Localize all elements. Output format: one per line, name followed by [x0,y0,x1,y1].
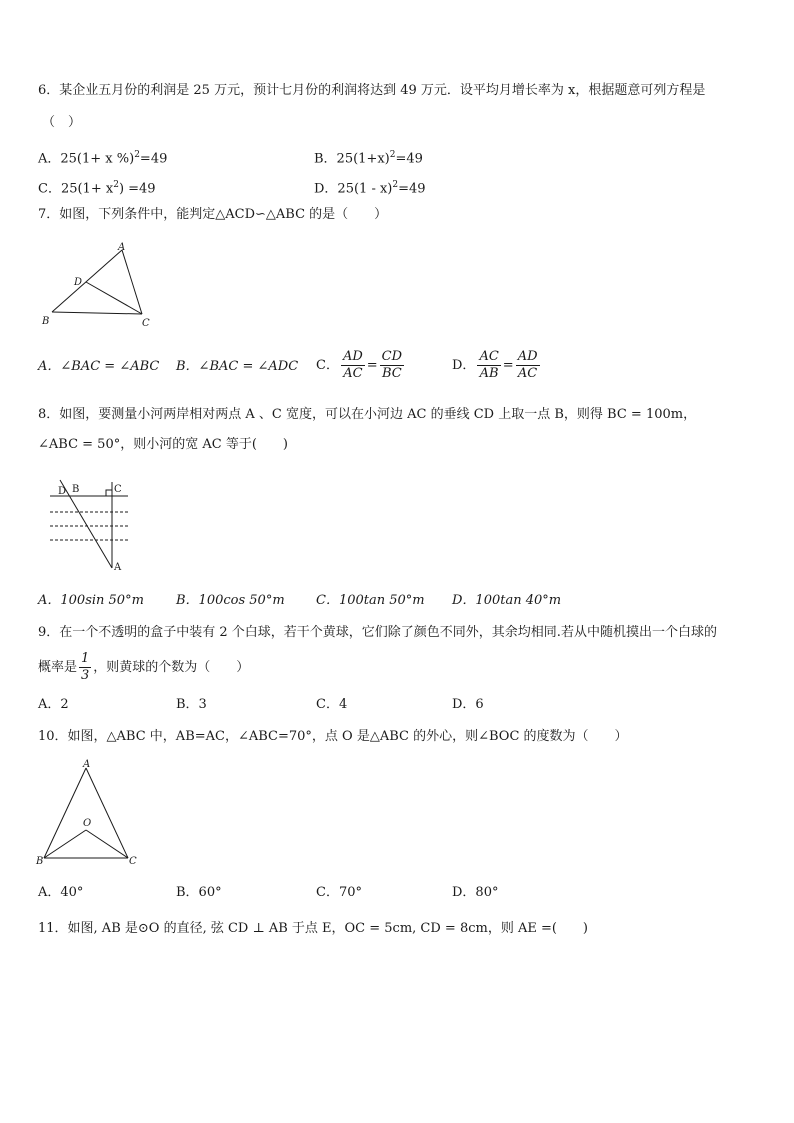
q7-label-a: A [118,242,126,253]
q6-paren: （ ） [42,115,82,130]
q8-stem-line2: ∠ABC = 50°，则小河的宽 AC 等于( ) [38,437,288,452]
q7-label-b: B [42,316,50,327]
q7-stem: 7．如图，下列条件中，能判定△ACD∽△ABC 的是（ ） [38,207,388,222]
q10-option-b: B．60° [176,885,222,900]
q7-option-b: B．∠BAC = ∠ADC [176,359,299,374]
q8-river-figure [44,478,144,574]
q7-label-c: C [142,318,150,329]
q7-option-a: A．∠BAC = ∠ABC [38,359,160,374]
q10-label-b: B [36,856,44,867]
q10-option-c: C．70° [316,885,362,900]
q6-option-b: B．$25(1+x)^2=49$ [314,150,423,167]
q10-stem: 10．如图，△ABC 中，AB=AC，∠ABC=70°，点 O 是△ABC 的外心，则∠BOC 的度数为（ ） [38,729,628,744]
q10-label-o: O [83,818,92,829]
q9-stem: 9．在一个不透明的盒子中装有 2 个白球，若干个黄球，它们除了颜色不同外，其余均相同.若从中随机摸出一个白球的 [38,625,717,640]
q8-option-a: A．100sin 50°m [38,593,144,608]
q7-option-d: D． $\frac{AC}{AB}$ = $\frac{AD}{AC}$ [452,349,538,381]
q11-stem: 11．如图, AB 是⊙O 的直径, 弦 CD ⊥ AB 于点 E，OC = 5cm, CD = 8cm，则 AE =( ) [38,921,589,936]
q6-stem: 6．某企业五月份的利润是 25 万元，预计七月份的利润将达到 49 万元．设平均月增长率为 x，根据题意可列方程是 [38,83,706,98]
q7-option-c: C． $\frac{AD}{AC}$ = $\frac{CD}{BC}$ [316,349,403,381]
q10-triangle-figure [34,758,144,870]
q8-stem: 8．如图，要测量小河两岸相对两点 A 、C 宽度，可以在小河边 AC 的垂线 CD 上取一点 B，则得 BC = 100m， [38,407,697,422]
q10-option-d: D．80° [452,885,499,900]
q7-triangle-figure [36,240,156,330]
q9-option-b: B．3 [176,697,207,712]
q6-option-d: D．25(1 - x)$^2$=49 [314,180,426,197]
q7-label-d: D [74,277,83,288]
q8-option-b: B．100cos 50°m [176,593,285,608]
q8-option-c: C．100tan 50°m [316,593,425,608]
q8-option-d: D．100tan 40°m [452,593,562,608]
q9-option-d: D．6 [452,697,484,712]
q10-option-a: A．40° [38,885,84,900]
q9-option-c: C．4 [316,697,348,712]
q8-label-b: B [72,484,80,495]
q10-label-a: A [83,759,91,770]
q6-option-c: C．$25(1+ x^2) =49$ [38,180,156,197]
q8-label-d: D [58,486,67,497]
q9-option-a: A．2 [38,697,69,712]
q9-stem-line2: 概率是 $\frac{1}{3}$ ，则黄球的个数为（ ） [38,651,250,683]
q8-label-c: C [114,484,122,495]
q8-label-a: A [114,562,122,573]
q10-label-c: C [129,856,137,867]
q6-option-a: A．25(1+ x %)$^2$=49 [38,150,168,167]
